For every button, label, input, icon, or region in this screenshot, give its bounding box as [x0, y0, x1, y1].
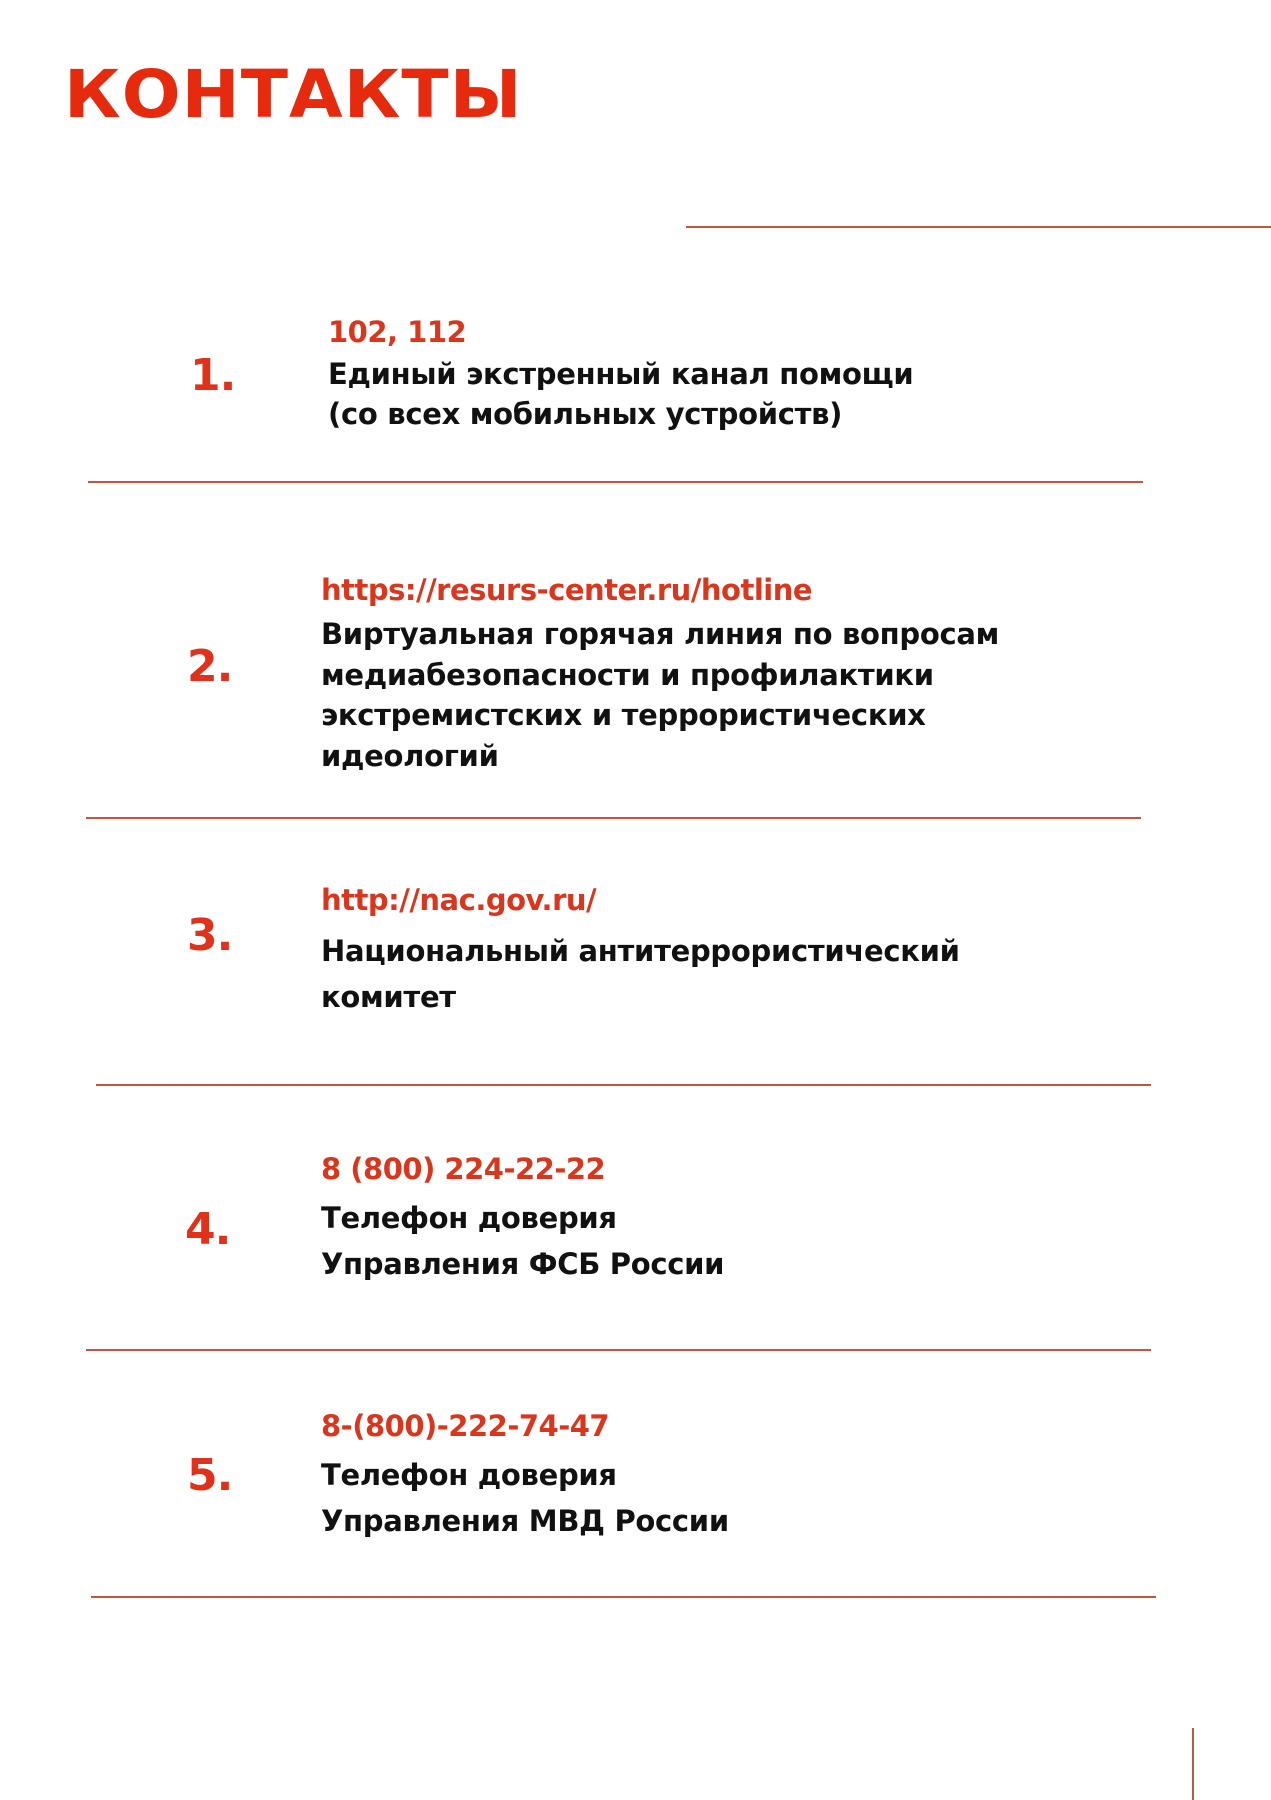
contact-phone[interactable]: 8 (800) 224-22-22: [321, 1152, 606, 1186]
description-line: (со всех мобильных устройств): [328, 397, 843, 431]
description-line: Национальный антитеррористический: [321, 934, 960, 968]
contact-description: [321, 928, 960, 1020]
bottom-right-rule: [1192, 1728, 1194, 1800]
description-line: экстремистских и террористических: [321, 698, 926, 732]
description-line: Телефон доверия: [321, 1458, 617, 1492]
contact-description: [321, 1452, 729, 1544]
contact-description: [321, 1195, 724, 1287]
divider: [91, 1596, 1156, 1598]
description-line: Телефон доверия: [321, 1201, 617, 1235]
description-line: медиабезопасности и профилактики: [321, 657, 934, 692]
contact-description: [321, 614, 999, 776]
description-line: идеологий: [321, 738, 499, 773]
page-title: КОНТАКТЫ: [64, 56, 523, 133]
contact-description: [328, 354, 913, 434]
description-line: Виртуальная горячая линия по вопросам: [321, 617, 1000, 651]
description-line: комитет: [321, 980, 456, 1014]
divider: [88, 481, 1143, 483]
entry-number: 2.: [187, 641, 233, 692]
contact-link[interactable]: http://nac.gov.ru/: [321, 883, 597, 917]
entry-number: 3.: [187, 910, 233, 961]
description-line: Управления МВД России: [321, 1504, 729, 1538]
entry-number: 5.: [187, 1450, 233, 1501]
divider: [86, 817, 1141, 819]
divider: [96, 1084, 1151, 1086]
description-line: Управления ФСБ России: [321, 1247, 725, 1281]
entry-number: 4.: [185, 1204, 231, 1255]
top-right-rule: [686, 226, 1271, 228]
contact-phone[interactable]: 8-(800)-222-74-47: [321, 1409, 610, 1443]
contact-phone[interactable]: 102, 112: [328, 315, 467, 349]
contact-link[interactable]: https://resurs-center.ru/hotline: [321, 573, 813, 607]
divider: [86, 1349, 1151, 1351]
entry-number: 1.: [190, 350, 236, 401]
description-line: Единый экстренный канал помощи: [328, 357, 914, 391]
